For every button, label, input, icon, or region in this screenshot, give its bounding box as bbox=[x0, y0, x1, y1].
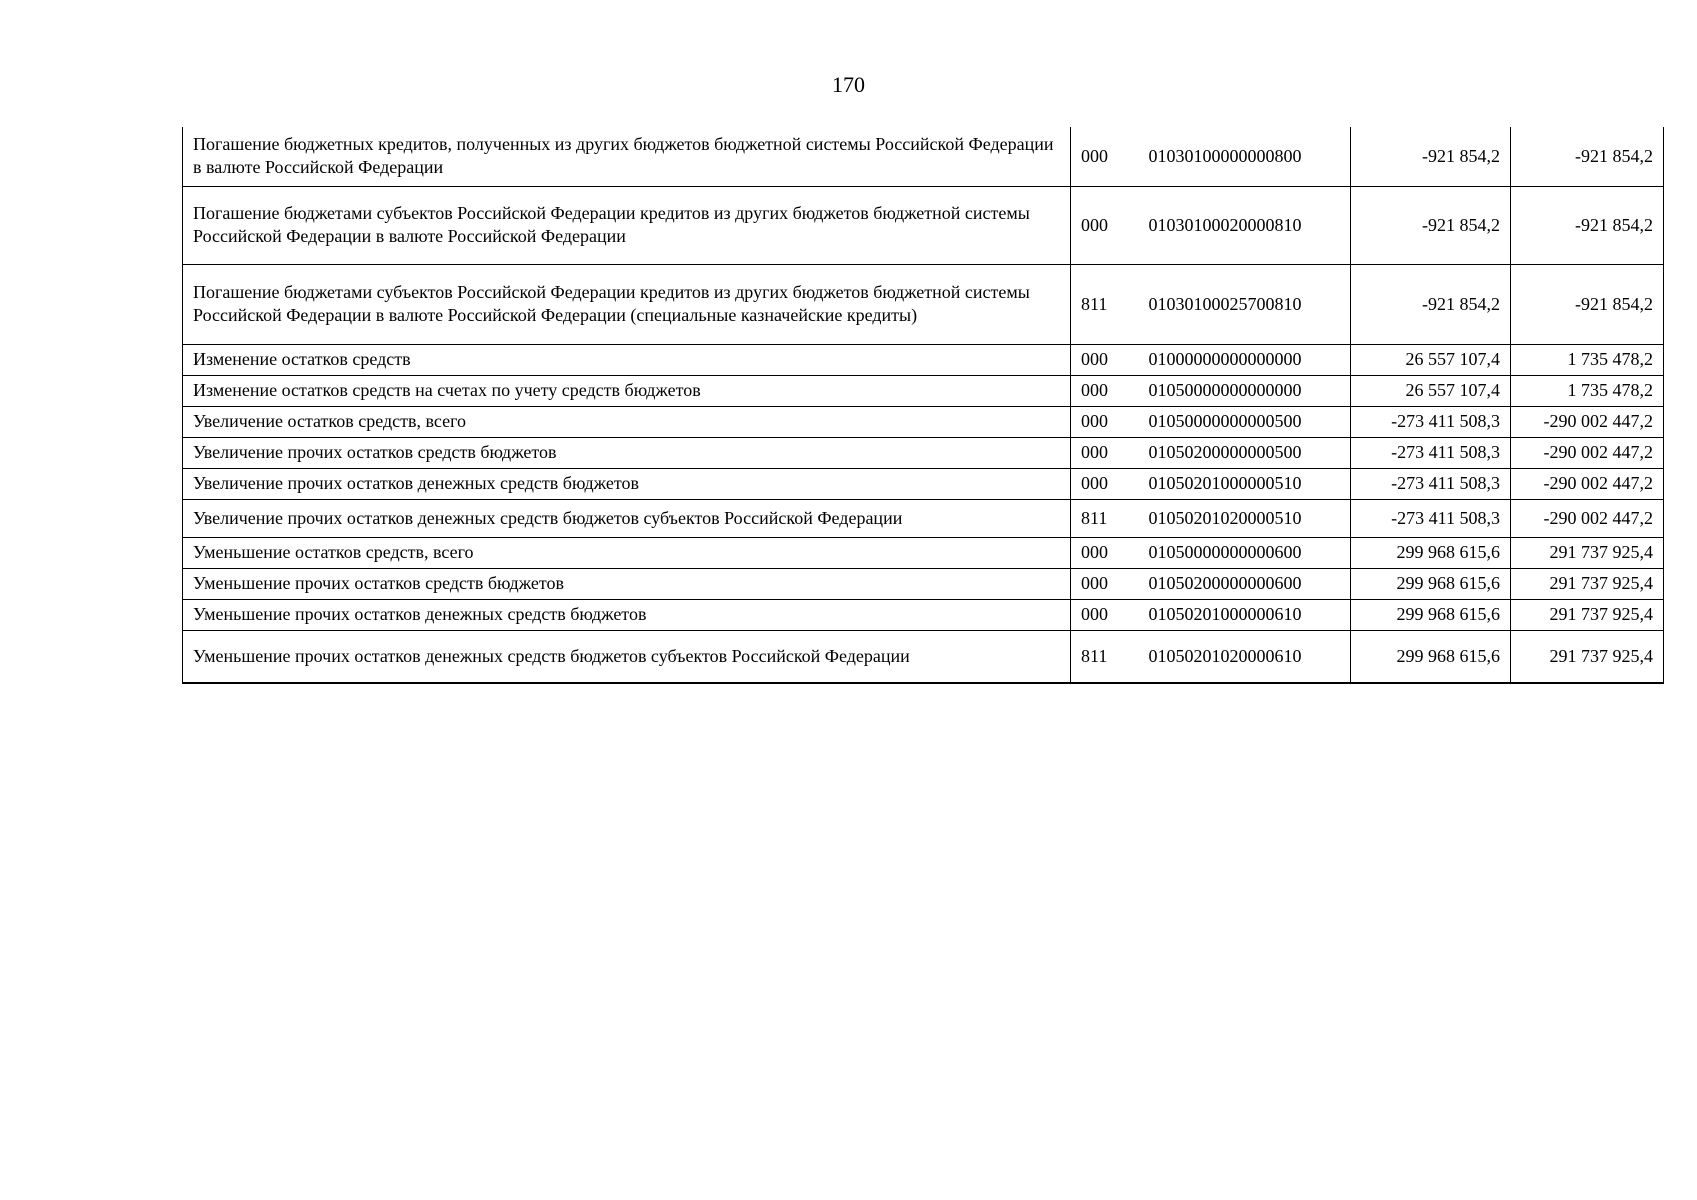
row-name-cell: Уменьшение прочих остатков денежных средств бюджетов субъектов Российской Федерации bbox=[183, 630, 1071, 683]
table-row bbox=[183, 537, 1664, 568]
row-name-cell: Изменение остатков средств на счетах по учету средств бюджетов bbox=[183, 375, 1071, 406]
row-value2-cell: 1 735 478,2 bbox=[1511, 344, 1664, 375]
row-value1-cell: 299 968 615,6 bbox=[1351, 537, 1511, 568]
row-value2-cell: -290 002 447,2 bbox=[1511, 406, 1664, 437]
table-row bbox=[183, 468, 1664, 499]
row-value2-cell: -290 002 447,2 bbox=[1511, 499, 1664, 537]
row-budget-code-cell: 01030100025700810 bbox=[1139, 264, 1351, 344]
row-budget-code-cell: 01050000000000500 bbox=[1139, 406, 1351, 437]
row-value1-cell: -273 411 508,3 bbox=[1351, 406, 1511, 437]
row-budget-code-cell: 01030100000000800 bbox=[1139, 127, 1351, 186]
table-row bbox=[183, 186, 1664, 264]
table-row bbox=[183, 264, 1664, 344]
row-admin-code-cell: 000 bbox=[1071, 468, 1139, 499]
table-row bbox=[183, 499, 1664, 537]
row-budget-code-cell: 01050000000000600 bbox=[1139, 537, 1351, 568]
budget-sources-table bbox=[182, 127, 1664, 684]
row-value1-cell: 299 968 615,6 bbox=[1351, 630, 1511, 683]
row-name-cell: Увеличение остатков средств, всего bbox=[183, 406, 1071, 437]
row-budget-code-cell: 01050201020000610 bbox=[1139, 630, 1351, 683]
row-value2-cell: 291 737 925,4 bbox=[1511, 568, 1664, 599]
row-budget-code-cell: 01050200000000600 bbox=[1139, 568, 1351, 599]
row-admin-code-cell: 000 bbox=[1071, 599, 1139, 630]
row-name-cell: Увеличение прочих остатков средств бюджетов bbox=[183, 437, 1071, 468]
table-body bbox=[183, 127, 1664, 683]
row-value1-cell: 299 968 615,6 bbox=[1351, 568, 1511, 599]
row-value1-cell: -921 854,2 bbox=[1351, 127, 1511, 186]
page-number: 170 bbox=[832, 72, 865, 97]
row-name-cell: Уменьшение прочих остатков средств бюджетов bbox=[183, 568, 1071, 599]
row-budget-code-cell: 01050201000000610 bbox=[1139, 599, 1351, 630]
row-name-cell: Погашение бюджетами субъектов Российской Федерации кредитов из других бюджетов бюджетной системы Российской Федерации в валюте Российской Федерации bbox=[183, 186, 1071, 264]
row-name-cell: Погашение бюджетами субъектов Российской Федерации кредитов из других бюджетов бюджетной системы Российской Федерации в валюте Российской Федерации (специальные казначейские кредиты) bbox=[183, 264, 1071, 344]
row-value2-cell: 1 735 478,2 bbox=[1511, 375, 1664, 406]
row-value2-cell: 291 737 925,4 bbox=[1511, 537, 1664, 568]
row-admin-code-cell: 000 bbox=[1071, 437, 1139, 468]
row-admin-code-cell: 811 bbox=[1071, 630, 1139, 683]
table-row bbox=[183, 568, 1664, 599]
row-admin-code-cell: 000 bbox=[1071, 127, 1139, 186]
row-value2-cell: -921 854,2 bbox=[1511, 186, 1664, 264]
row-budget-code-cell: 01030100020000810 bbox=[1139, 186, 1351, 264]
row-name-cell: Увеличение прочих остатков денежных средств бюджетов субъектов Российской Федерации bbox=[183, 499, 1071, 537]
row-value1-cell: 26 557 107,4 bbox=[1351, 375, 1511, 406]
row-value2-cell: -921 854,2 bbox=[1511, 264, 1664, 344]
row-budget-code-cell: 01000000000000000 bbox=[1139, 344, 1351, 375]
row-value1-cell: -921 854,2 bbox=[1351, 186, 1511, 264]
row-value2-cell: -290 002 447,2 bbox=[1511, 437, 1664, 468]
row-value2-cell: -290 002 447,2 bbox=[1511, 468, 1664, 499]
row-value1-cell: -921 854,2 bbox=[1351, 264, 1511, 344]
row-budget-code-cell: 01050201000000510 bbox=[1139, 468, 1351, 499]
table-row bbox=[183, 375, 1664, 406]
table-row bbox=[183, 599, 1664, 630]
row-budget-code-cell: 01050201020000510 bbox=[1139, 499, 1351, 537]
row-value1-cell: 26 557 107,4 bbox=[1351, 344, 1511, 375]
row-value1-cell: -273 411 508,3 bbox=[1351, 437, 1511, 468]
row-budget-code-cell: 01050000000000000 bbox=[1139, 375, 1351, 406]
row-admin-code-cell: 000 bbox=[1071, 406, 1139, 437]
row-name-cell: Увеличение прочих остатков денежных средств бюджетов bbox=[183, 468, 1071, 499]
row-admin-code-cell: 811 bbox=[1071, 264, 1139, 344]
row-admin-code-cell: 811 bbox=[1071, 499, 1139, 537]
table-row bbox=[183, 437, 1664, 468]
table-row bbox=[183, 406, 1664, 437]
table-row bbox=[183, 630, 1664, 683]
row-admin-code-cell: 000 bbox=[1071, 568, 1139, 599]
table-row bbox=[183, 344, 1664, 375]
row-name-cell: Уменьшение остатков средств, всего bbox=[183, 537, 1071, 568]
row-value2-cell: 291 737 925,4 bbox=[1511, 599, 1664, 630]
row-admin-code-cell: 000 bbox=[1071, 186, 1139, 264]
row-value2-cell: 291 737 925,4 bbox=[1511, 630, 1664, 683]
row-name-cell: Погашение бюджетных кредитов, полученных из других бюджетов бюджетной системы Российской Федерации в валюте Российской Федерации bbox=[183, 127, 1071, 186]
table-row bbox=[183, 127, 1664, 186]
row-admin-code-cell: 000 bbox=[1071, 344, 1139, 375]
row-name-cell: Уменьшение прочих остатков денежных средств бюджетов bbox=[183, 599, 1071, 630]
row-admin-code-cell: 000 bbox=[1071, 537, 1139, 568]
row-value1-cell: -273 411 508,3 bbox=[1351, 468, 1511, 499]
row-budget-code-cell: 01050200000000500 bbox=[1139, 437, 1351, 468]
row-name-cell: Изменение остатков средств bbox=[183, 344, 1071, 375]
row-value1-cell: -273 411 508,3 bbox=[1351, 499, 1511, 537]
row-value2-cell: -921 854,2 bbox=[1511, 127, 1664, 186]
row-value1-cell: 299 968 615,6 bbox=[1351, 599, 1511, 630]
row-admin-code-cell: 000 bbox=[1071, 375, 1139, 406]
